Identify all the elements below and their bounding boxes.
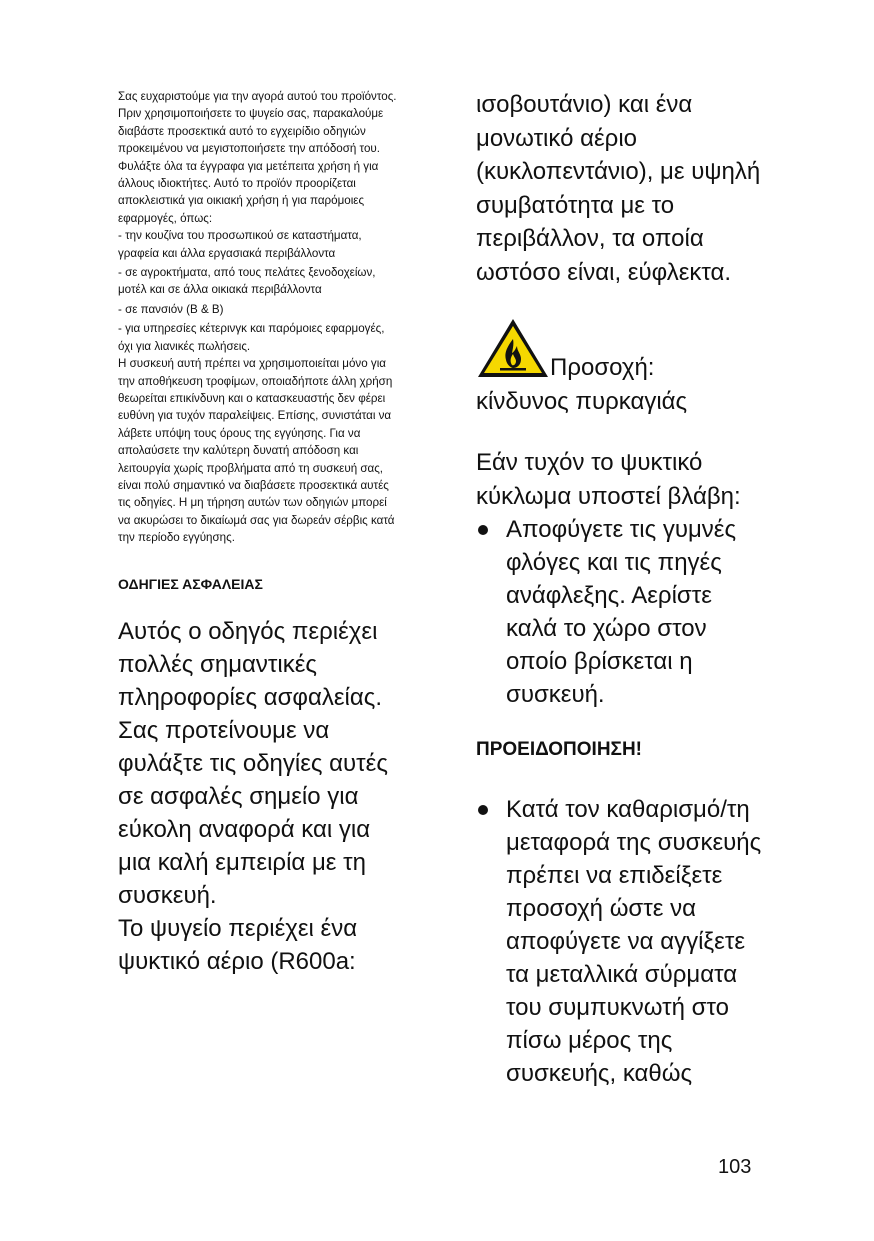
intro-paragraph: Πριν χρησιμοποιήσετε το ψυγείο σας, παρακαλούμε διαβάστε προσεκτικά αυτό το εγχειρίδιο οδηγιών προκειμένου να μεγιστοποιήσετε την απόδοσή του. Φυλάξτε όλα τα έγγραφα για μετέπειτα χρήση ή για άλλους ιδιοκτήτες. Αυτό το προϊόν προορίζεται αποκλειστικά για οικιακή χρήση ή για παρόμοιες εφαρμογές, όπως: bbox=[118, 107, 384, 225]
usage-item: - την κουζίνα του προσωπικού σε καταστήματα, γραφεία και άλλα εργασιακά περιβάλλοντα bbox=[118, 229, 362, 260]
flammable-warning-icon bbox=[476, 317, 550, 379]
right-column bbox=[476, 88, 768, 1090]
responsibility-paragraph: Η συσκευή αυτή πρέπει να χρησιμοποιείται μόνο για την αποθήκευση τροφίμων, οποιαδήποτε άλλη χρήση θεωρείται επικίνδυνη και ο κατασκευαστής δεν φέρει ευθύνη για τυχόν παραλείψεις. Επίσης, συνιστάται να λάβετε υπόψη τους όρους της εγγύησης. Για να απολαύσετε την καλύτερη δυνατή απόδοση και λειτουργία χωρίς προβλήματα από τη συσκευή σας, είναι πολύ σημαντικό να διαβάσετε προσεκτικά αυτές τις οδηγίες. Η μη τήρηση αυτών των οδηγιών μπορεί να ακυρώσει το δικαίωμά σας για δωρεάν σέρβις κατά την περίοδο εγγύησης. bbox=[118, 357, 395, 545]
page-number: 103 bbox=[718, 1156, 752, 1178]
circuit-intro: Εάν τυχόν το ψυκτικό κύκλωμα υποστεί βλάβη: bbox=[476, 449, 741, 510]
refrigerant-paragraph-end: ισοβουτάνιο) και ένα μονωτικό αέριο (κυκλοπεντάνιο), με υψηλή συμβατότητα με το περιβάλλον, τα οποία ωστόσο είναι, εύφλεκτα. bbox=[476, 91, 761, 286]
usage-item: - σε πανσιόν (B & B) bbox=[118, 302, 224, 316]
bullet-icon bbox=[478, 525, 488, 535]
usage-item: - σε αγροκτήματα, από τους πελάτες ξενοδοχείων, μοτέλ και σε άλλα οικιακά περιβάλλοντα bbox=[118, 266, 376, 297]
caution-text: κίνδυνος πυρκαγιάς bbox=[476, 387, 688, 415]
usage-item: - για υπηρεσίες κέτερινγκ και παρόμοιες εφαρμογές, όχι για λιανικές πωλήσεις. bbox=[118, 322, 385, 353]
safety-heading: ΟΔΗΓΙΕΣ ΑΣΦΑΛΕΙΑΣ bbox=[118, 575, 263, 592]
warning-heading: ΠΡΟΕΙΔΟΠΟΙΗΣΗ! bbox=[476, 739, 642, 760]
left-column bbox=[118, 88, 400, 978]
circuit-list bbox=[476, 513, 768, 711]
caution-label: Προσοχή: bbox=[550, 354, 655, 381]
refrigerant-paragraph-start: Το ψυγείο περιέχει ένα ψυκτικό αέριο (R600a: bbox=[118, 914, 358, 975]
list-item: Κατά τον καθαρισμό/τη μεταφορά της συσκευής πρέπει να επιδείξετε προσοχή ώστε να αποφύγετε να αγγίξετε τα μεταλλικά σύρματα του συμπυκνωτή στο πίσω μέρος της συσκευής, καθώς bbox=[476, 793, 768, 1090]
fire-caution bbox=[476, 317, 768, 385]
bullet-icon bbox=[478, 805, 488, 815]
list-item: Αποφύγετε τις γυμνές φλόγες και τις πηγές ανάφλεξης. Αερίστε καλά το χώρο στον οποίο βρίσκεται η συσκευή. bbox=[476, 513, 768, 711]
safety-paragraph: Αυτός ο οδηγός περιέχει πολλές σημαντικές πληροφορίες ασφαλείας. Σας προτείνουμε να φυλάξτε τις οδηγίες αυτές σε ασφαλές σημείο για εύκολη αναφορά και για μια καλή εμπειρία με τη συσκευή. bbox=[118, 617, 388, 909]
warning-list bbox=[476, 793, 768, 1090]
thanks-paragraph: Σας ευχαριστούμε για την αγορά αυτού του προϊόντος. bbox=[118, 90, 397, 103]
